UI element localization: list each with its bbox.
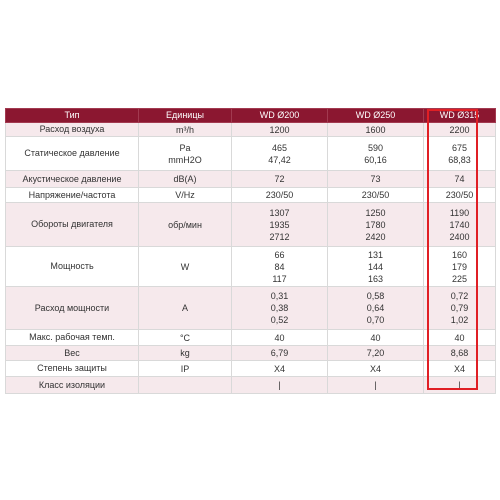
- param-name: Степень защиты: [6, 361, 139, 377]
- wd200-cell-line: 1935: [269, 219, 290, 230]
- wd250-cell: [328, 287, 424, 330]
- wd250-cell-line: 73: [370, 174, 381, 184]
- param-name: Расход воздуха: [6, 123, 139, 137]
- param-name: Класс изоляции: [6, 377, 139, 394]
- wd315-cell-line: 2400: [449, 231, 470, 242]
- wd315-cell: [424, 171, 496, 188]
- wd250-cell-line: X4: [369, 363, 381, 374]
- wd315-cell-line: 74: [454, 174, 465, 184]
- wd200-cell: [232, 287, 328, 330]
- wd315-cell-line: 1190: [449, 207, 470, 218]
- wd200-cell-line: 72: [274, 174, 285, 184]
- table-row: [6, 247, 496, 287]
- wd200-cell: [232, 171, 328, 188]
- unit-cell-line: A: [181, 303, 188, 313]
- table-row: [6, 188, 496, 203]
- wd200-cell: [232, 346, 328, 361]
- wd250-cell-line: 0,64: [366, 303, 385, 313]
- wd200-cell-line: 2712: [269, 231, 290, 242]
- wd315-cell: [424, 188, 496, 203]
- spec-table: [5, 108, 496, 394]
- wd250-cell-line: 163: [367, 273, 384, 284]
- wd315-cell: [424, 287, 496, 330]
- wd200-cell-line: 84: [274, 261, 285, 272]
- wd250-cell-line: 60,16: [364, 154, 387, 165]
- table-row: [6, 287, 496, 330]
- wd315-cell: [424, 123, 496, 137]
- header-units: Единицы: [139, 109, 232, 123]
- wd250-cell-line: 1250: [365, 207, 386, 218]
- unit-cell-line: m³/h: [176, 124, 194, 135]
- wd250-cell-line: 1780: [365, 219, 386, 230]
- wd315-cell-line: 40: [454, 332, 465, 343]
- table-header-row: [6, 109, 496, 123]
- wd315-cell-line: X4: [453, 363, 465, 374]
- unit-cell-line: V/Hz: [175, 190, 195, 200]
- param-name: Обороты двигателя: [6, 203, 139, 247]
- wd250-cell-line: 2420: [365, 231, 386, 242]
- table-row: [6, 171, 496, 188]
- wd250-cell-line: 7,20: [366, 348, 385, 358]
- unit-cell: [139, 330, 232, 346]
- wd250-cell: [328, 377, 424, 394]
- unit-cell-line: [141, 379, 229, 391]
- wd250-cell-line: 0,58: [366, 291, 385, 301]
- wd315-cell: [424, 330, 496, 346]
- wd250-cell-line: 0,70: [366, 315, 385, 325]
- wd250-cell-line: 40: [370, 332, 381, 343]
- wd250-cell: [328, 361, 424, 377]
- wd250-cell-line: 230/50: [361, 190, 390, 200]
- wd200-cell-line: 66: [274, 249, 285, 260]
- wd200-cell: [232, 188, 328, 203]
- wd200-cell-line: 0,52: [270, 315, 289, 325]
- wd315-cell-line: 160: [451, 249, 468, 260]
- wd315-cell: [424, 137, 496, 171]
- unit-cell: [139, 203, 232, 247]
- wd315-cell-line: 68,83: [448, 154, 471, 165]
- unit-cell: [139, 247, 232, 287]
- unit-cell: [139, 361, 232, 377]
- wd315-cell-line: |: [458, 380, 461, 390]
- wd200-cell: [232, 137, 328, 171]
- wd250-cell: [328, 171, 424, 188]
- param-name: Вес: [6, 346, 139, 361]
- wd250-cell: [328, 123, 424, 137]
- wd250-cell: [328, 346, 424, 361]
- wd200-cell-line: 47,42: [268, 154, 291, 165]
- wd315-cell: [424, 247, 496, 287]
- wd200-cell: [232, 123, 328, 137]
- wd200-cell: [232, 361, 328, 377]
- wd315-cell-line: 675: [451, 142, 468, 153]
- wd315-cell-line: 0,72: [450, 291, 469, 301]
- header-wd315: WD Ø315: [424, 109, 496, 123]
- param-name: Статическое давление: [6, 137, 139, 171]
- wd315-cell-line: 8,68: [450, 348, 469, 358]
- wd250-cell-line: 131: [367, 249, 384, 260]
- table-row: [6, 377, 496, 394]
- wd315-cell-line: 0,79: [450, 303, 469, 313]
- wd315-cell-line: 230/50: [445, 190, 474, 200]
- wd250-cell: [328, 188, 424, 203]
- wd250-cell: [328, 247, 424, 287]
- wd250-cell: [328, 137, 424, 171]
- unit-cell-line: °C: [179, 332, 191, 343]
- wd250-cell-line: 1600: [365, 124, 386, 135]
- table-row: [6, 123, 496, 137]
- wd315-cell-line: 2200: [449, 124, 470, 135]
- wd250-cell: [328, 203, 424, 247]
- param-name: Мощность: [6, 247, 139, 287]
- wd200-cell-line: |: [278, 380, 281, 390]
- wd200-cell: [232, 330, 328, 346]
- unit-cell-line: W: [180, 261, 190, 272]
- unit-cell: [139, 137, 232, 171]
- wd200-cell-line: 465: [271, 142, 288, 153]
- unit-cell: [139, 123, 232, 137]
- wd315-cell: [424, 361, 496, 377]
- wd200-cell-line: 0,31: [270, 291, 289, 301]
- table-row: [6, 346, 496, 361]
- wd315-cell: [424, 346, 496, 361]
- wd315-cell-line: 179: [451, 261, 468, 272]
- param-name: Акустическое давление: [6, 171, 139, 188]
- wd200-cell-line: 117: [272, 273, 287, 284]
- wd200-cell-line: 0,38: [270, 303, 289, 313]
- unit-cell-line: mmH2O: [168, 154, 202, 165]
- wd315-cell-line: 225: [451, 273, 468, 284]
- wd200-cell-line: 6,79: [270, 348, 289, 358]
- wd200-cell: [232, 377, 328, 394]
- table-row: [6, 203, 496, 247]
- param-name: Макс. рабочая темп.: [6, 330, 139, 346]
- wd250-cell: [328, 330, 424, 346]
- table-body: [6, 123, 496, 394]
- unit-cell-line: dB(A): [173, 174, 197, 184]
- header-type: Тип: [6, 109, 139, 123]
- wd200-cell: [232, 247, 328, 287]
- wd200-cell-line: 40: [274, 332, 285, 343]
- wd315-cell-line: 1,02: [450, 315, 469, 325]
- param-name: Расход мощности: [6, 287, 139, 330]
- wd250-cell-line: 144: [367, 261, 384, 272]
- unit-cell: [139, 287, 232, 330]
- wd200-cell-line: X4: [273, 363, 285, 374]
- unit-cell-line: обр/мин: [168, 219, 202, 230]
- header-wd250: WD Ø250: [328, 109, 424, 123]
- wd200-cell-line: 230/50: [265, 190, 294, 200]
- unit-cell-line: Pa: [179, 142, 191, 153]
- wd200-cell-line: 1200: [269, 124, 290, 135]
- unit-cell: [139, 346, 232, 361]
- wd200-cell-line: 1307: [269, 207, 290, 218]
- table-row: [6, 361, 496, 377]
- header-wd200: WD Ø200: [232, 109, 328, 123]
- wd250-cell-line: |: [374, 380, 377, 390]
- unit-cell: [139, 377, 232, 394]
- unit-cell-line: kg: [180, 348, 190, 358]
- param-name: Напряжение/частота: [6, 188, 139, 203]
- wd200-cell: [232, 203, 328, 247]
- wd315-cell: [424, 377, 496, 394]
- wd315-cell: [424, 203, 496, 247]
- unit-cell: [139, 188, 232, 203]
- unit-cell-line: IP: [180, 363, 190, 374]
- table-row: [6, 137, 496, 171]
- wd250-cell-line: 590: [367, 142, 384, 153]
- wd315-cell-line: 1740: [449, 219, 470, 230]
- table-row: [6, 330, 496, 346]
- unit-cell: [139, 171, 232, 188]
